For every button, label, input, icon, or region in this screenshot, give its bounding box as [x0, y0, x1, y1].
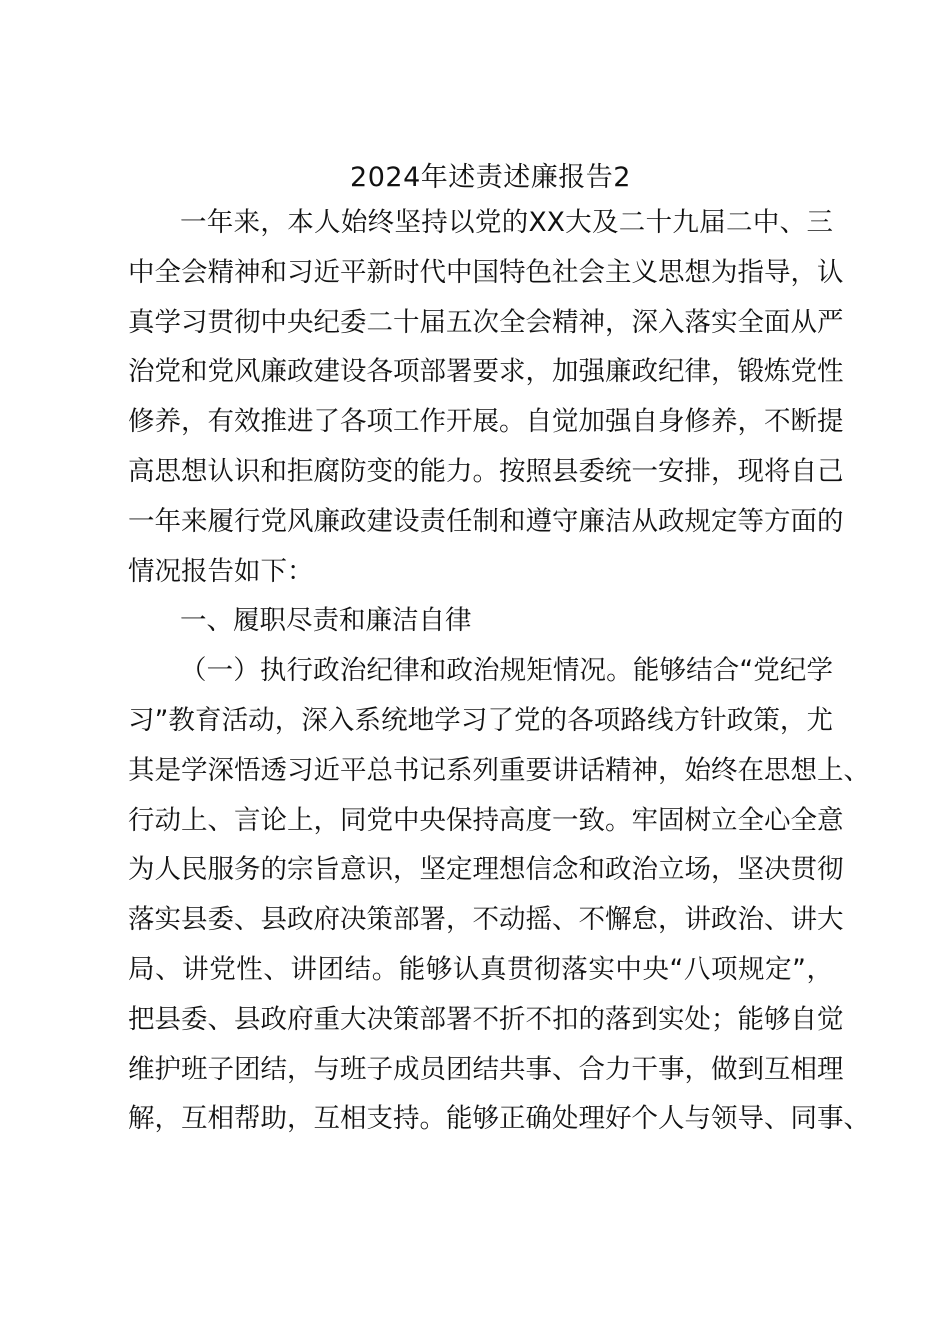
text-line: 一年来履行党风廉政建设责任制和遵守廉洁从政规定等方面的	[128, 505, 844, 537]
document-title: 2024年述责述廉报告2	[350, 162, 631, 193]
text-line: 治党和党风廉政建设各项部署要求，加强廉政纪律，锻炼党性	[128, 356, 844, 388]
text-line: 高思想认识和拒腐防变的能力。按照县委统一安排，现将自己	[128, 455, 844, 487]
document-body	[128, 160, 870, 1144]
text-line: 其是学深悟透习近平总书记系列重要讲话精神，始终在思想上、	[128, 754, 870, 786]
text-line: 落实县委、县政府决策部署，不动摇、不懈怠，讲政治、讲大	[128, 904, 844, 936]
text-line: 维护班子团结，与班子成员团结共事、合力干事，做到互相理	[128, 1053, 844, 1085]
text-line: 为人民服务的宗旨意识，坚定理想信念和政治立场，坚决贯彻	[128, 854, 844, 886]
text-line: 局、讲党性、讲团结。能够认真贯彻落实中央“八项规定”，	[128, 953, 833, 985]
paragraph-political-discipline	[128, 646, 870, 1144]
text-line: 行动上、言论上，同党中央保持高度一致。牢固树立全心全意	[128, 804, 844, 836]
text-line: 情况报告如下：	[128, 555, 314, 587]
paragraph-intro	[128, 198, 844, 596]
text-line: （一）执行政治纪律和政治规矩情况。能够结合“党纪学	[180, 655, 833, 687]
text-line: 中全会精神和习近平新时代中国特色社会主义思想为指导，认	[128, 256, 844, 288]
text-line: 把县委、县政府重大决策部署不折不扣的落到实处；能够自觉	[128, 1003, 844, 1035]
text-line: 一年来，本人始终坚持以党的XX大及二十九届二中、三	[180, 207, 833, 238]
text-line: 真学习贯彻中央纪委二十届五次全会精神，深入落实全面从严	[128, 306, 844, 338]
text-line: 修养，有效推进了各项工作开展。自觉加强自身修养，不断提	[128, 406, 844, 438]
section-heading: 一、履职尽责和廉洁自律	[180, 605, 472, 637]
text-line: 习”教育活动，深入系统地学习了党的各项路线方针政策，尤	[128, 704, 833, 736]
text-line: 解，互相帮助，互相支持。能够正确处理好个人与领导、同事、	[128, 1103, 870, 1135]
